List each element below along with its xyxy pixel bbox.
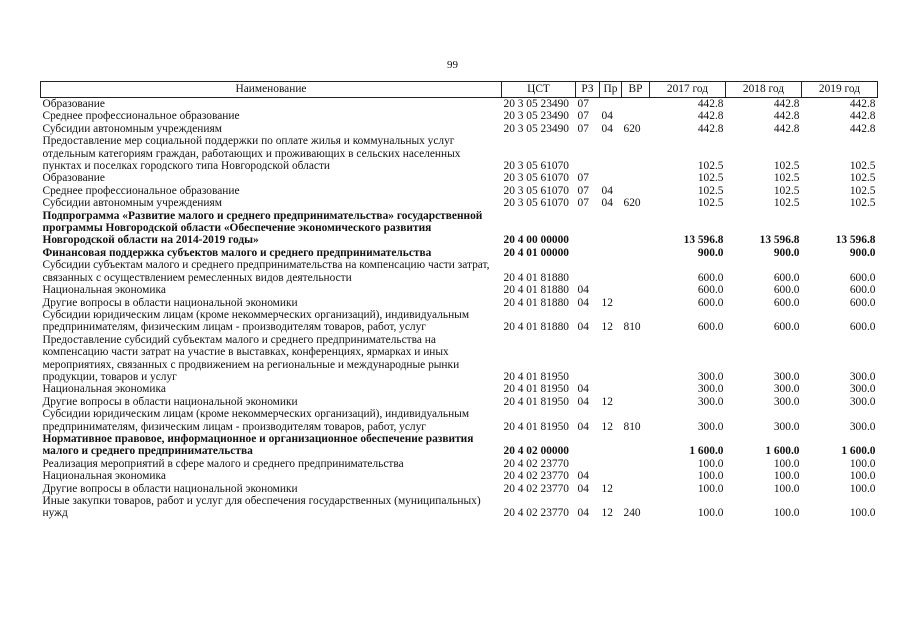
cell-cst: 20 3 05 61070 <box>503 172 569 185</box>
table-row <box>41 123 878 135</box>
cell-rz: 04 <box>577 383 589 396</box>
cell-name: Субсидии автономным учреждениям <box>42 197 222 210</box>
cell-vr <box>622 172 650 184</box>
table-row <box>41 210 878 247</box>
cell-pr <box>600 210 622 247</box>
cell-y2019: 100.0 <box>849 507 876 520</box>
table-row <box>41 135 878 172</box>
cell-cst: 20 3 05 23490 <box>503 122 569 135</box>
cell-y2018: 600.0 <box>773 321 800 334</box>
cell-pr: 12 <box>601 482 613 495</box>
cell-y2019: 300.0 <box>849 420 876 433</box>
cell-cst: 20 3 05 23490 <box>503 110 569 123</box>
cell-y2018: 100.0 <box>773 507 800 520</box>
cell-cst: 20 4 01 81880 <box>503 321 569 334</box>
cell-vr <box>622 383 650 395</box>
cell-rz: 04 <box>577 482 589 495</box>
cell-y2018: 300.0 <box>773 370 800 383</box>
table-row <box>41 334 878 384</box>
cell-vr: 620 <box>623 197 641 210</box>
cell-y2017: 442.8 <box>697 110 724 123</box>
header-rz: РЗ <box>576 82 600 98</box>
cell-y2017: 300.0 <box>697 420 724 433</box>
cell-vr: 810 <box>623 321 641 334</box>
cell-pr: 04 <box>601 110 613 123</box>
cell-name: Образование <box>42 98 105 110</box>
table-row <box>41 284 878 296</box>
cell-y2017: 100.0 <box>697 470 724 483</box>
cell-cst: 20 4 01 81950 <box>503 383 569 396</box>
cell-vr <box>622 110 650 122</box>
cell-name: Другие вопросы в области национальной экономики <box>42 296 298 309</box>
header-name: Наименование <box>41 82 502 98</box>
cell-y2017: 1 600.0 <box>689 445 724 458</box>
table-row <box>41 309 878 334</box>
cell-pr: 04 <box>601 197 613 210</box>
cell-cst: 20 4 02 23770 <box>503 457 569 470</box>
cell-y2017: 300.0 <box>697 370 724 383</box>
table-row <box>41 470 878 482</box>
cell-vr <box>622 470 650 482</box>
cell-rz: 04 <box>577 321 589 334</box>
cell-y2019: 100.0 <box>849 457 876 470</box>
cell-y2019: 100.0 <box>849 470 876 483</box>
cell-y2019: 600.0 <box>849 271 876 284</box>
cell-y2018: 442.8 <box>773 98 800 110</box>
page-number: 99 <box>447 59 458 71</box>
cell-rz: 07 <box>577 98 589 110</box>
cell-name: Среднее профессиональное образование <box>42 110 240 123</box>
cell-pr <box>600 433 622 458</box>
table-row <box>41 185 878 197</box>
cell-vr <box>622 483 650 495</box>
cell-y2018: 100.0 <box>773 470 800 483</box>
cell-y2017: 100.0 <box>697 457 724 470</box>
cell-name: Субсидии юридическим лицам (кроме некоммерческих организаций), индивидуальным предпринимателям, физическим лицам - производителям товаров, работ, услуг <box>42 408 470 433</box>
cell-name: Предоставление субсидий субъектам малого и среднего предпринимательства на компенсацию части затрат на участие в выставках, конференциях, ярмарках и иных мероприятиях, связанных с продвижением на региональные и международные рынки продукции, товаров и услуг <box>42 333 460 383</box>
cell-cst: 20 3 05 61070 <box>503 197 569 210</box>
cell-pr <box>600 284 622 296</box>
cell-pr <box>600 98 622 111</box>
cell-name: Образование <box>42 172 105 185</box>
cell-vr <box>622 433 650 458</box>
cell-pr <box>600 247 622 259</box>
cell-y2019: 600.0 <box>849 296 876 309</box>
cell-rz: 04 <box>577 470 589 483</box>
cell-y2018: 100.0 <box>773 482 800 495</box>
cell-y2017: 102.5 <box>697 184 724 197</box>
cell-y2017: 600.0 <box>697 271 724 284</box>
cell-y2017: 102.5 <box>697 197 724 210</box>
cell-cst: 20 4 01 81880 <box>503 271 569 284</box>
cell-vr <box>622 334 650 384</box>
cell-name: Другие вопросы в области национальной экономики <box>42 482 298 495</box>
cell-vr <box>622 135 650 172</box>
cell-pr: 04 <box>601 184 613 197</box>
table-body <box>41 98 878 520</box>
cell-y2018: 442.8 <box>773 110 800 123</box>
cell-y2018: 102.5 <box>773 172 800 185</box>
cell-y2017: 100.0 <box>697 482 724 495</box>
cell-y2017: 600.0 <box>697 284 724 297</box>
cell-vr <box>622 297 650 309</box>
cell-rz <box>576 210 600 247</box>
cell-name: Предоставление мер социальной поддержки по оплате жилья и коммунальных услуг отдельным категориям граждан, работающих и проживающих в сельских населенных пунктах и поселках городского типа Новгородской области <box>42 135 461 173</box>
table-row <box>41 110 878 122</box>
cell-rz <box>576 334 600 384</box>
cell-vr: 810 <box>623 420 641 433</box>
cell-name: Национальная экономика <box>42 284 166 297</box>
cell-y2017: 442.8 <box>697 98 724 110</box>
cell-name: Субсидии автономным учреждениям <box>42 122 222 135</box>
cell-rz <box>576 247 600 259</box>
cell-cst: 20 4 01 81950 <box>503 370 569 383</box>
cell-y2017: 102.5 <box>697 172 724 185</box>
cell-name: Иные закупки товаров, работ и услуг для обеспечения государственных (муниципальных) нужд <box>42 495 481 520</box>
cell-y2018: 102.5 <box>773 197 800 210</box>
cell-y2018: 102.5 <box>773 184 800 197</box>
cell-name: Нормативное правовое, информационное и организационное обеспечение развития малого и среднего предпринимательства <box>42 432 474 458</box>
cell-pr: 12 <box>601 321 613 334</box>
cell-y2018: 600.0 <box>773 284 800 297</box>
cell-y2018: 300.0 <box>773 420 800 433</box>
cell-vr <box>622 247 650 259</box>
cell-y2019: 600.0 <box>849 321 876 334</box>
cell-pr <box>600 135 622 172</box>
cell-cst: 20 4 01 81950 <box>503 420 569 433</box>
cell-rz: 04 <box>577 507 589 520</box>
table-header-row <box>41 82 878 98</box>
header-2017: 2017 год <box>650 82 726 98</box>
table-row <box>41 98 878 111</box>
cell-y2019: 442.8 <box>849 98 876 110</box>
table-row <box>41 433 878 458</box>
table-row <box>41 247 878 259</box>
cell-vr <box>622 210 650 247</box>
cell-rz <box>576 433 600 458</box>
cell-y2018: 300.0 <box>773 395 800 408</box>
cell-cst: 20 4 02 23770 <box>503 507 569 520</box>
cell-pr: 04 <box>601 122 613 135</box>
cell-rz: 04 <box>577 420 589 433</box>
cell-y2019: 900.0 <box>849 246 876 259</box>
table-row <box>41 383 878 395</box>
cell-pr <box>600 458 622 470</box>
cell-y2019: 102.5 <box>849 160 876 173</box>
cell-y2017: 102.5 <box>697 160 724 173</box>
cell-vr <box>622 259 650 284</box>
cell-cst: 20 4 01 81880 <box>503 284 569 297</box>
cell-name: Среднее профессиональное образование <box>42 184 240 197</box>
cell-cst: 20 4 01 81880 <box>503 296 569 309</box>
header-cst: ЦСТ <box>502 82 576 98</box>
cell-y2019: 13 596.8 <box>835 234 876 247</box>
cell-cst: 20 4 02 00000 <box>503 445 569 458</box>
cell-y2018: 13 596.8 <box>759 234 800 247</box>
cell-y2018: 1 600.0 <box>765 445 800 458</box>
cell-y2017: 442.8 <box>697 122 724 135</box>
header-pr: Пр <box>600 82 622 98</box>
cell-cst: 20 4 00 00000 <box>503 234 569 247</box>
cell-y2019: 442.8 <box>849 122 876 135</box>
cell-rz: 07 <box>577 110 589 123</box>
cell-name: Субсидии юридическим лицам (кроме некоммерческих организаций), индивидуальным предпринимателям, физическим лицам - производителям товаров, работ, услуг <box>42 308 470 334</box>
cell-y2019: 600.0 <box>849 284 876 297</box>
cell-y2018: 600.0 <box>773 296 800 309</box>
cell-y2019: 100.0 <box>849 482 876 495</box>
table-row <box>41 259 878 284</box>
table-row <box>41 408 878 433</box>
cell-y2018: 900.0 <box>773 246 800 259</box>
cell-y2018: 300.0 <box>773 383 800 396</box>
cell-y2017: 900.0 <box>697 246 724 259</box>
cell-y2019: 300.0 <box>849 383 876 396</box>
cell-y2019: 102.5 <box>849 172 876 185</box>
cell-pr <box>600 383 622 395</box>
cell-pr: 12 <box>601 507 613 520</box>
cell-rz: 07 <box>577 122 589 135</box>
cell-y2019: 102.5 <box>849 197 876 210</box>
cell-y2017: 100.0 <box>697 507 724 520</box>
cell-rz: 04 <box>577 296 589 309</box>
cell-pr: 12 <box>601 296 613 309</box>
cell-name: Национальная экономика <box>42 383 166 396</box>
table-row <box>41 197 878 209</box>
cell-y2019: 102.5 <box>849 184 876 197</box>
cell-y2017: 300.0 <box>697 383 724 396</box>
cell-name: Подпрограмма «Развитие малого и среднего предпринимательства» государственной программы Новгородской области «Обеспечение экономического развития Новгородской области на 2014-2019 годы» <box>42 209 483 247</box>
cell-y2019: 1 600.0 <box>841 445 876 458</box>
cell-vr <box>622 396 650 408</box>
cell-vr <box>622 284 650 296</box>
cell-cst: 20 4 02 23770 <box>503 482 569 495</box>
cell-name: Финансовая поддержка субъектов малого и среднего предпринимательства <box>42 246 432 259</box>
cell-rz: 07 <box>577 184 589 197</box>
table-row <box>41 483 878 495</box>
cell-y2017: 600.0 <box>697 321 724 334</box>
cell-y2019: 442.8 <box>849 110 876 123</box>
cell-cst: 20 3 05 61070 <box>503 160 569 173</box>
cell-vr <box>622 185 650 197</box>
cell-y2018: 100.0 <box>773 457 800 470</box>
header-2019: 2019 год <box>802 82 878 98</box>
cell-pr <box>600 470 622 482</box>
cell-name: Другие вопросы в области национальной экономики <box>42 395 298 408</box>
cell-cst: 20 4 01 81950 <box>503 395 569 408</box>
cell-rz: 04 <box>577 395 589 408</box>
cell-pr <box>600 334 622 384</box>
header-vr: ВР <box>622 82 650 98</box>
cell-pr: 12 <box>601 420 613 433</box>
cell-pr <box>600 172 622 184</box>
cell-y2017: 300.0 <box>697 395 724 408</box>
cell-y2018: 442.8 <box>773 122 800 135</box>
table-row <box>41 458 878 470</box>
table-row <box>41 297 878 309</box>
budget-table <box>40 81 878 520</box>
cell-rz: 07 <box>577 197 589 210</box>
cell-y2018: 600.0 <box>773 271 800 284</box>
cell-name: Национальная экономика <box>42 470 166 483</box>
cell-cst: 20 3 05 23490 <box>503 98 569 110</box>
cell-y2017: 13 596.8 <box>683 234 724 247</box>
cell-pr <box>600 259 622 284</box>
cell-y2019: 300.0 <box>849 395 876 408</box>
cell-pr: 12 <box>601 395 613 408</box>
cell-vr <box>622 98 650 111</box>
cell-y2018: 102.5 <box>773 160 800 173</box>
cell-rz <box>576 259 600 284</box>
cell-vr: 620 <box>623 122 641 135</box>
cell-name: Реализация мероприятий в сфере малого и среднего предпринимательства <box>42 457 404 470</box>
cell-cst: 20 4 02 23770 <box>503 470 569 483</box>
cell-cst: 20 4 01 00000 <box>503 246 569 259</box>
cell-y2019: 300.0 <box>849 370 876 383</box>
table-row <box>41 172 878 184</box>
cell-rz <box>576 458 600 470</box>
table-row <box>41 495 878 520</box>
cell-name: Субсидии субъектам малого и среднего предпринимательства на компенсацию части затрат, связанных с осуществлением ремесленных видов деятельности <box>42 259 490 284</box>
cell-rz: 04 <box>577 284 589 297</box>
cell-vr <box>622 458 650 470</box>
cell-vr: 240 <box>623 507 641 520</box>
table-row <box>41 396 878 408</box>
header-2018: 2018 год <box>726 82 802 98</box>
cell-rz <box>576 135 600 172</box>
cell-y2017: 600.0 <box>697 296 724 309</box>
cell-rz: 07 <box>577 172 589 185</box>
cell-cst: 20 3 05 61070 <box>503 184 569 197</box>
